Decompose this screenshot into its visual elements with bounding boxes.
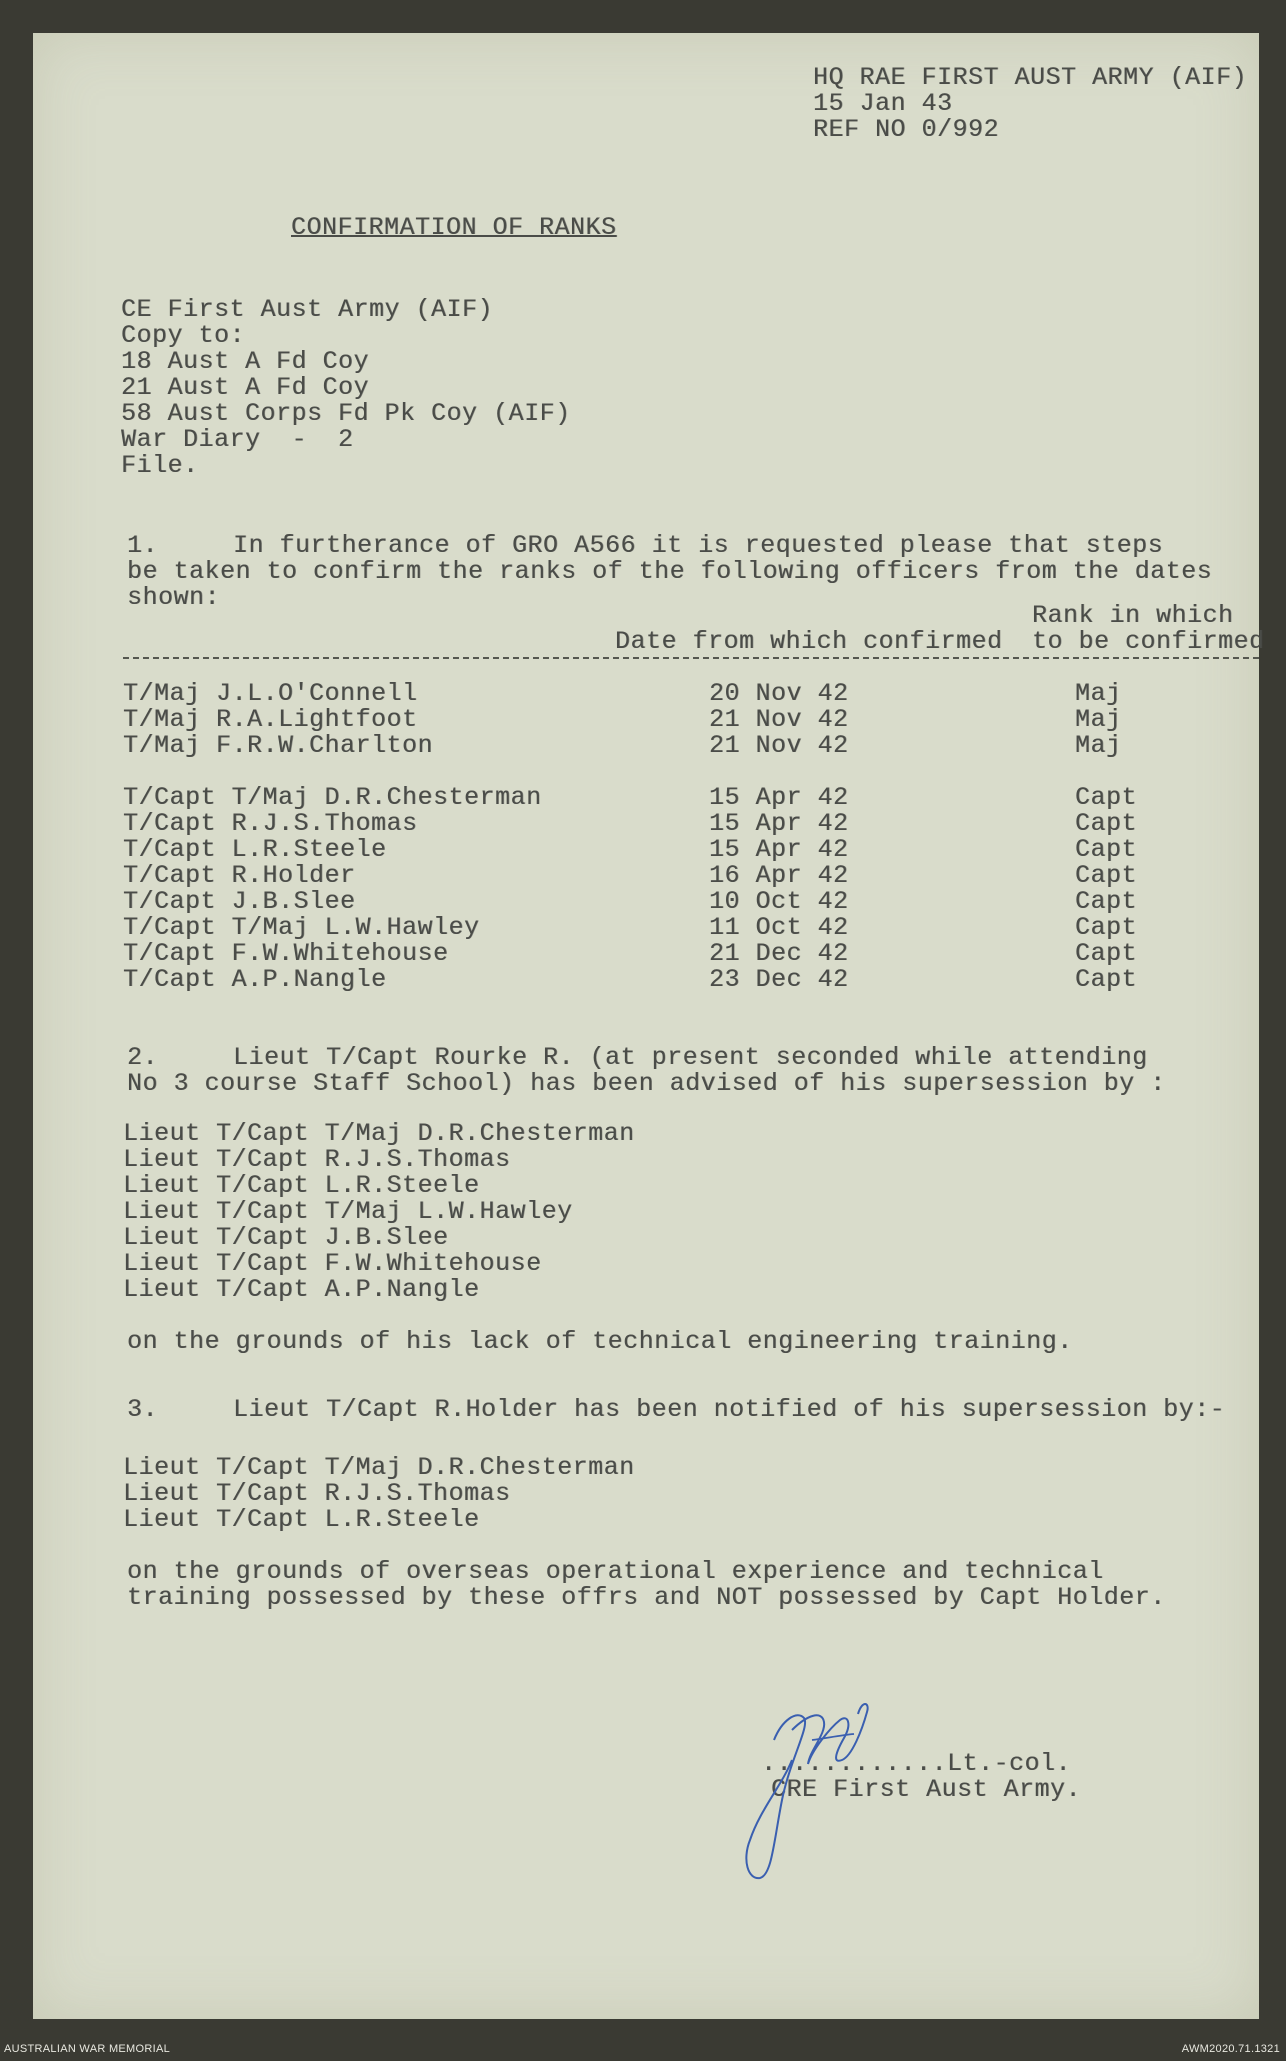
table-row-date: 21 Nov 42 bbox=[709, 705, 849, 734]
table-row-date: 10 Oct 42 bbox=[709, 887, 849, 916]
signature-rank-line: ............Lt.-col. bbox=[761, 1749, 1072, 1778]
para3-line: Lieut T/Capt R.Holder has been notified of his supersession by:- bbox=[233, 1395, 1226, 1424]
para2-name: Lieut T/Capt L.R.Steele bbox=[123, 1171, 480, 1200]
table-row-date: 20 Nov 42 bbox=[709, 679, 849, 708]
para2-name: Lieut T/Capt T/Maj L.W.Hawley bbox=[123, 1197, 573, 1226]
para2-line: No 3 course Staff School) has been advised of his supersession by : bbox=[127, 1069, 1166, 1098]
rank-column-header: Rank in which bbox=[1032, 601, 1234, 630]
footer-accession: AWM2020.71.1321 bbox=[1181, 2043, 1280, 2055]
table-row-rank: Capt bbox=[1075, 861, 1138, 890]
document-title: CONFIRMATION OF RANKS bbox=[291, 213, 617, 242]
table-row-rank: Maj bbox=[1075, 705, 1122, 734]
table-row-date: 11 Oct 42 bbox=[709, 913, 849, 942]
para1-line: be taken to confirm the ranks of the following officers from the dates bbox=[127, 557, 1213, 586]
distribution-line: File. bbox=[121, 451, 199, 480]
table-row-name: T/Maj R.A.Lightfoot bbox=[123, 705, 418, 734]
para2-closing: on the grounds of his lack of technical engineering training. bbox=[127, 1327, 1073, 1356]
table-row-date: 15 Apr 42 bbox=[709, 835, 849, 864]
date-column-header: Date from which confirmed bbox=[615, 627, 1003, 656]
table-row-date: 16 Apr 42 bbox=[709, 861, 849, 890]
table-row-name: T/Capt J.B.Slee bbox=[123, 887, 356, 916]
para2-name: Lieut T/Capt A.P.Nangle bbox=[123, 1275, 480, 1304]
para2-name: Lieut T/Capt F.W.Whitehouse bbox=[123, 1249, 542, 1278]
para2-name: Lieut T/Capt J.B.Slee bbox=[123, 1223, 449, 1252]
table-row-rank: Capt bbox=[1075, 939, 1138, 968]
distribution-line: Copy to: bbox=[121, 321, 246, 350]
document-page bbox=[33, 33, 1265, 2019]
table-row-rank: Capt bbox=[1075, 809, 1138, 838]
table-row-rank: Capt bbox=[1075, 887, 1138, 916]
table-row-rank: Maj bbox=[1075, 731, 1122, 760]
distribution-line: 21 Aust A Fd Coy bbox=[121, 373, 370, 402]
handwritten-signature-icon bbox=[712, 1690, 902, 1890]
table-row-rank: Capt bbox=[1075, 783, 1138, 812]
table-row-name: T/Capt A.P.Nangle bbox=[123, 965, 387, 994]
para2-number: 2. bbox=[127, 1043, 159, 1072]
para2-name: Lieut T/Capt T/Maj D.R.Chesterman bbox=[123, 1119, 635, 1148]
table-row-name: T/Maj J.L.O'Connell bbox=[123, 679, 418, 708]
table-row-rank: Capt bbox=[1075, 965, 1138, 994]
para3-name: Lieut T/Capt T/Maj D.R.Chesterman bbox=[123, 1453, 635, 1482]
para3-name: Lieut T/Capt R.J.S.Thomas bbox=[123, 1479, 511, 1508]
distribution-line: 58 Aust Corps Fd Pk Coy (AIF) bbox=[121, 399, 571, 428]
table-header-rule bbox=[123, 657, 1259, 659]
rank-column-header-2: to be confirmed bbox=[1032, 627, 1265, 656]
table-row-rank: Capt bbox=[1075, 835, 1138, 864]
table-row-name: T/Capt T/Maj D.R.Chesterman bbox=[123, 783, 542, 812]
table-row-name: T/Capt R.J.S.Thomas bbox=[123, 809, 418, 838]
table-row-name: T/Capt L.R.Steele bbox=[123, 835, 387, 864]
header-ref: REF NO 0/992 bbox=[813, 115, 1000, 144]
table-row-rank: Capt bbox=[1075, 913, 1138, 942]
distribution-line: War Diary - 2 bbox=[121, 425, 354, 454]
header-unit: HQ RAE FIRST AUST ARMY (AIF) bbox=[813, 63, 1248, 92]
table-row-name: T/Capt F.W.Whitehouse bbox=[123, 939, 449, 968]
table-row-date: 21 Dec 42 bbox=[709, 939, 849, 968]
para3-closing: on the grounds of overseas operational experience and technical bbox=[127, 1557, 1104, 1586]
table-row-date: 15 Apr 42 bbox=[709, 809, 849, 838]
table-row-name: T/Capt R.Holder bbox=[123, 861, 356, 890]
para3-number: 3. bbox=[127, 1395, 159, 1424]
footer-source: AUSTRALIAN WAR MEMORIAL bbox=[4, 2043, 171, 2055]
para2-line: Lieut T/Capt Rourke R. (at present seconded while attending bbox=[233, 1043, 1148, 1072]
para1-line: In furtherance of GRO A566 it is requested please that steps bbox=[233, 531, 1164, 560]
distribution-line: CE First Aust Army (AIF) bbox=[121, 295, 494, 324]
table-row-name: T/Capt T/Maj L.W.Hawley bbox=[123, 913, 480, 942]
para1-number: 1. bbox=[127, 531, 159, 560]
para3-closing: training possessed by these offrs and NOT possessed by Capt Holder. bbox=[127, 1583, 1166, 1612]
table-row-rank: Maj bbox=[1075, 679, 1122, 708]
table-row-date: 15 Apr 42 bbox=[709, 783, 849, 812]
table-row-date: 23 Dec 42 bbox=[709, 965, 849, 994]
distribution-line: 18 Aust A Fd Coy bbox=[121, 347, 370, 376]
table-row-name: T/Maj F.R.W.Charlton bbox=[123, 731, 434, 760]
header-date: 15 Jan 43 bbox=[813, 89, 953, 118]
signature-title-line: CRE First Aust Army. bbox=[771, 1775, 1082, 1804]
table-row-date: 21 Nov 42 bbox=[709, 731, 849, 760]
para2-name: Lieut T/Capt R.J.S.Thomas bbox=[123, 1145, 511, 1174]
para3-name: Lieut T/Capt L.R.Steele bbox=[123, 1505, 480, 1534]
para1-line: shown: bbox=[127, 583, 221, 612]
